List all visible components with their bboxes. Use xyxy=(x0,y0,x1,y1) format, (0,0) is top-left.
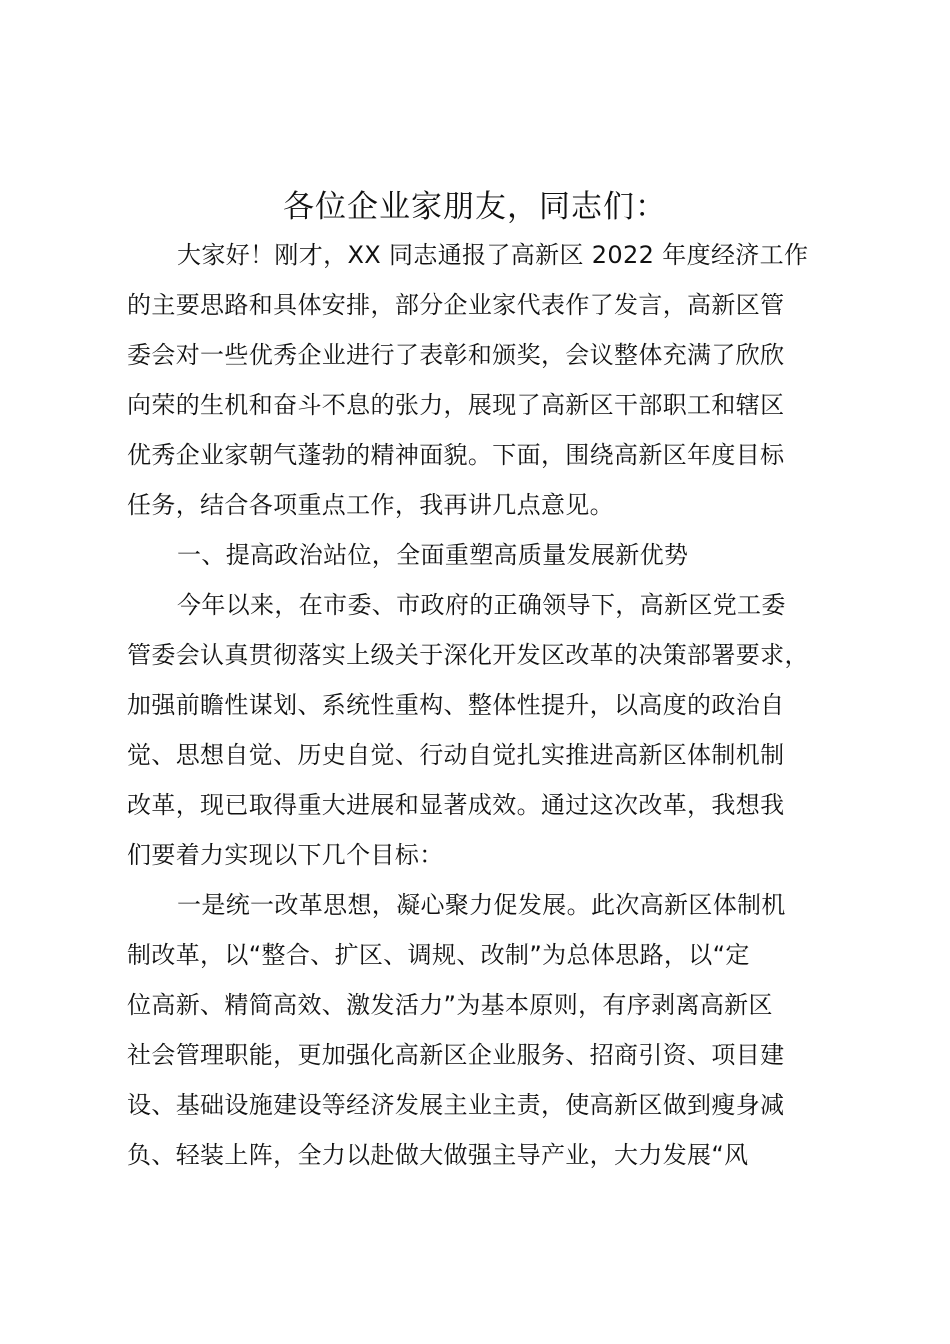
paragraph-line: 觉、思想自觉、历史自觉、行动自觉扎实推进高新区体制机制 xyxy=(127,741,785,769)
paragraph-line: 加强前瞻性谋划、系统性重构、整体性提升，以高度的政治自 xyxy=(127,691,785,719)
paragraph-line: 负、轻装上阵，全力以赴做大做强主导产业，大力发展“风 xyxy=(127,1141,749,1169)
paragraph-line: 改革，现已取得重大进展和显著成效。通过这次改革，我想我 xyxy=(127,791,785,819)
paragraph-line: 社会管理职能，更加强化高新区企业服务、招商引资、项目建 xyxy=(127,1041,785,1069)
paragraph-line: 们要着力实现以下几个目标： xyxy=(127,841,444,869)
section-heading: 一、提高政治站位，全面重塑高质量发展新优势 xyxy=(177,541,689,569)
paragraph-line: 一是统一改革思想，凝心聚力促发展。此次高新区体制机 xyxy=(177,891,786,919)
document-title: 各位企业家朋友，同志们： xyxy=(283,189,667,225)
paragraph-line: 大家好！刚才，XX 同志通报了高新区 2022 年度经济工作 xyxy=(177,241,809,269)
paragraph-line: 今年以来，在市委、市政府的正确领导下，高新区党工委 xyxy=(177,591,786,619)
paragraph-line: 向荣的生机和奋斗不息的张力，展现了高新区干部职工和辖区 xyxy=(127,391,785,419)
paragraph-line: 的主要思路和具体安排，部分企业家代表作了发言，高新区管 xyxy=(127,291,785,319)
paragraph-line: 优秀企业家朝气蓬勃的精神面貌。下面，围绕高新区年度目标 xyxy=(127,441,785,469)
paragraph-line: 位高新、精简高效、激发活力”为基本原则，有序剥离高新区 xyxy=(127,991,773,1019)
paragraph-line: 管委会认真贯彻落实上级关于深化开发区改革的决策部署要求， xyxy=(127,641,809,669)
paragraph-line: 委会对一些优秀企业进行了表彰和颁奖，会议整体充满了欣欣 xyxy=(127,341,785,369)
paragraph-line: 任务，结合各项重点工作，我再讲几点意见。 xyxy=(127,491,614,519)
paragraph-line: 制改革，以“整合、扩区、调规、改制”为总体思路，以“定 xyxy=(127,941,750,969)
paragraph-line: 设、基础设施建设等经济发展主业主责，使高新区做到瘦身减 xyxy=(127,1091,785,1119)
